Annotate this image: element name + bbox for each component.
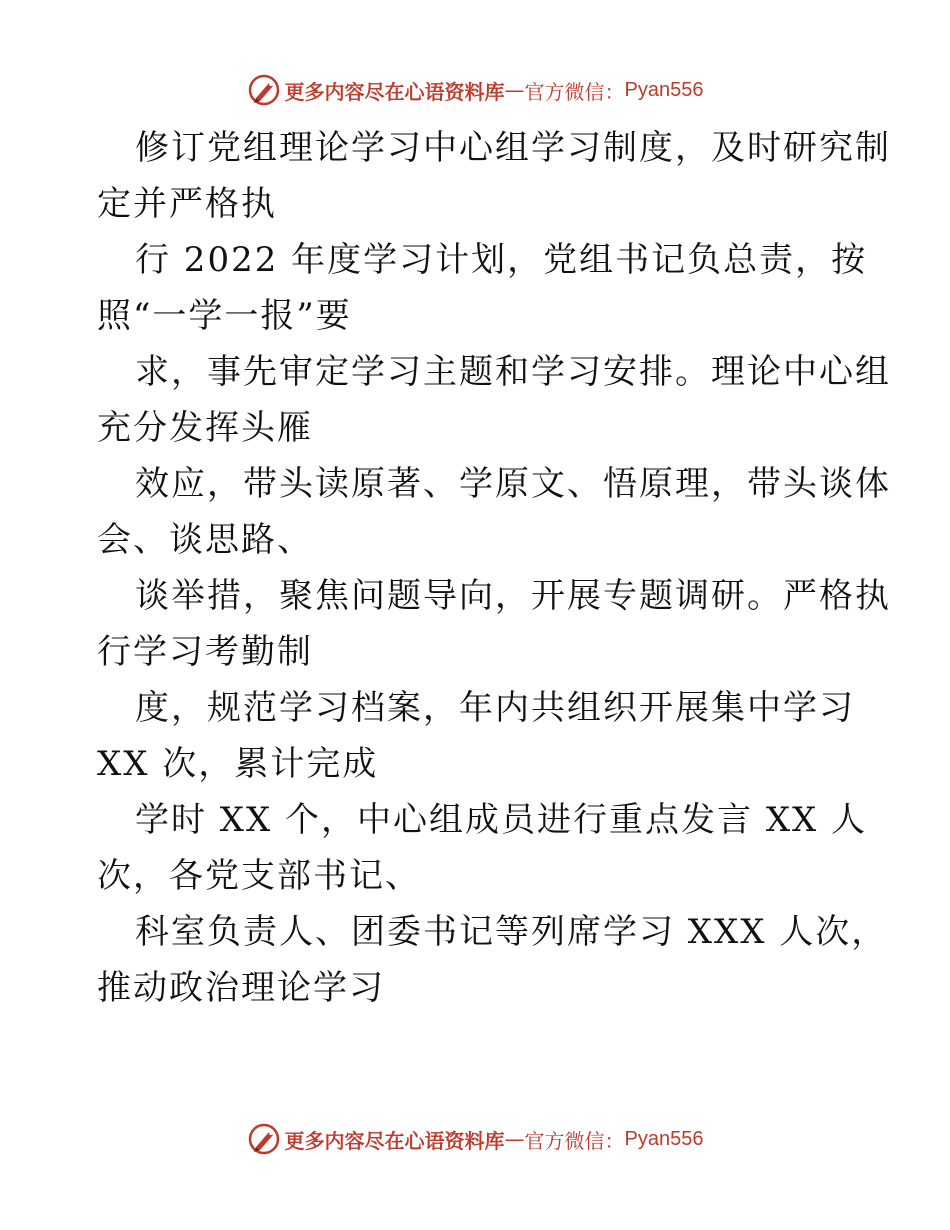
banner-brand: 更多内容尽在心语资料库	[284, 1128, 505, 1153]
paragraph-line: 推动政治理论学习	[97, 968, 385, 1008]
banner-separator: —	[504, 1127, 525, 1151]
banner-wechat-label: 官方微信：	[524, 79, 625, 104]
paragraph-line: 充分发挥头雁	[97, 408, 313, 448]
paragraph-line: 科室负责人、团委书记等列席学习 XXX 人次，	[135, 912, 888, 952]
paragraph-line: 照“一学一报”要	[97, 296, 352, 336]
document-body	[97, 120, 891, 1016]
pen-logo-icon	[247, 73, 281, 107]
paragraph-line: 次，各党支部书记、	[97, 856, 421, 896]
paragraph-line: 谈举措，聚焦问题导向，开展专题调研。严格执	[135, 576, 891, 616]
paragraph-line: 效应，带头读原著、学原文、悟原理，带头谈体	[135, 464, 891, 504]
paragraph-line: XX 次，累计完成	[97, 744, 379, 784]
banner-brand: 更多内容尽在心语资料库	[284, 79, 505, 104]
header-banner	[0, 70, 950, 110]
paragraph-line: 行 2022 年度学习计划，党组书记负总责，按	[135, 240, 868, 280]
paragraph-line: 学时 XX 个，中心组成员进行重点发言 XX 人	[135, 800, 868, 840]
banner-account: Pyan556	[624, 1127, 704, 1150]
paragraph-line: 度，规范学习档案，年内共组织开展集中学习	[135, 688, 855, 728]
banner-separator: —	[504, 78, 525, 102]
footer-banner	[0, 1119, 950, 1159]
paragraph-line: 会、谈思路、	[97, 520, 313, 560]
pen-logo-icon	[247, 1122, 281, 1156]
paragraph-line: 定并严格执	[97, 184, 277, 224]
paragraph-line: 行学习考勤制	[97, 632, 313, 672]
paragraph-line: 求，事先审定学习主题和学习安排。理论中心组	[135, 352, 891, 392]
banner-account: Pyan556	[624, 78, 704, 101]
banner-wechat-label: 官方微信：	[524, 1128, 625, 1153]
paragraph-line: 修订党组理论学习中心组学习制度，及时研究制	[135, 128, 891, 168]
